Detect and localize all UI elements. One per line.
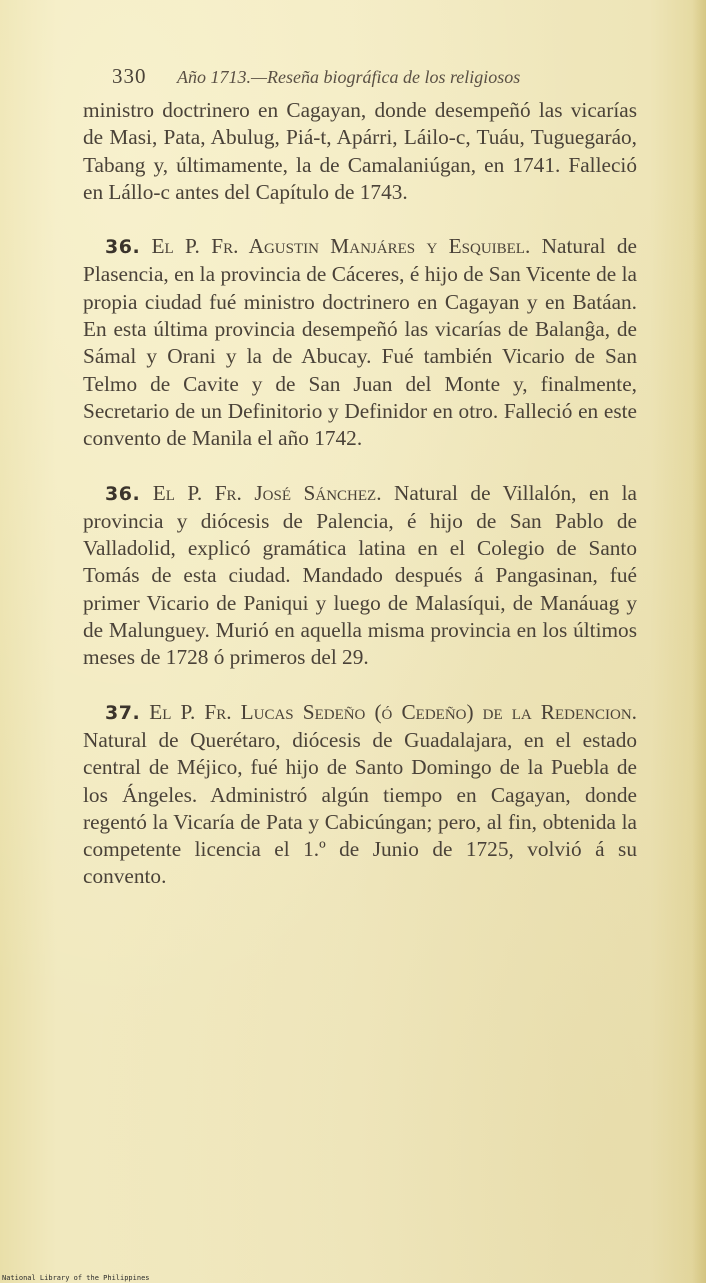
- paragraph-gap: [83, 453, 637, 480]
- continuation-paragraph: [83, 97, 637, 206]
- paragraph-gap: [83, 206, 637, 233]
- entry-text: Natural de Querétaro, diócesis de Guadalajara, en el estado central de Méjico, fué hijo de Santo Domingo de la Puebla de los Ángeles. Administró algún tiempo en Cagayan, donde regentó la Vicaría de Pata y Cabicúngan; pero, al fin, obtenida la competente licencia el 1.º de Junio de 1725, volvió á su convento.: [83, 727, 637, 889]
- entry-number: 37.: [105, 701, 141, 724]
- entry-text: Natural de Villalón, en la provincia y diócesis de Palencia, é hijo de San Pablo de Valladolid, explicó gramática latina en el Colegio de Santo Tomás de esta ciudad. Mandado después á Pangasinan, fué primer Vicario de Paniqui y luego de Malasíqui, de Manáuag y de Malunguey. Murió en aquella misma provincia en los últimos meses de 1728 ó primeros del 29.: [83, 480, 637, 670]
- page-edge-shading: [692, 0, 706, 1283]
- entry-name: El P. Fr. Agustin Manjáres y Esquibel.: [151, 234, 531, 259]
- entry-paragraph-agustin: [83, 233, 637, 452]
- page-number: 330: [112, 64, 147, 88]
- entry-paragraph-jose: [83, 480, 637, 672]
- running-title: Año 1713.—Reseña biográfica de los religiosos: [177, 67, 521, 87]
- continuation-text: ministro doctrinero en Cagayan, donde desempeñó las vicarías de Masi, Pata, Abulug, Piá-t, Apárri, Láilo-c, Tuáu, Tuguegaráo, Tabang y, últimamente, la de Camalaniúgan, en 1741. Falleció en Lállo-c antes del Capítulo de 1743.: [83, 98, 637, 204]
- entry-name: El P. Fr. Lucas Sedeño (ó Cedeño) de la Redencion.: [149, 699, 637, 724]
- entry-text: Natural de Plasencia, en la provincia de Cáceres, é hijo de San Vicente de la propia ciudad fué ministro doctrinero en Cagayan y en Batáan. En esta última provincia desempeñó las vicarías de Balanĝa, de Sámal y Orani y la de Abucay. Fué también Vicario de San Telmo de Cavite y de San Juan del Monte y, finalmente, Secretario de un Definitorio y Definidor en otro. Falleció en este convento de Manila el año 1742.: [83, 234, 637, 451]
- library-credit: National Library of the Philippines: [2, 1274, 150, 1282]
- entry-number: 36.: [105, 236, 141, 259]
- body-text: [83, 97, 637, 891]
- entry-name: El P. Fr. José Sánchez.: [152, 480, 382, 505]
- running-header: [112, 64, 652, 90]
- paragraph-gap: [83, 672, 637, 699]
- entry-paragraph-lucas: [83, 699, 637, 891]
- entry-number: 36.: [105, 482, 141, 505]
